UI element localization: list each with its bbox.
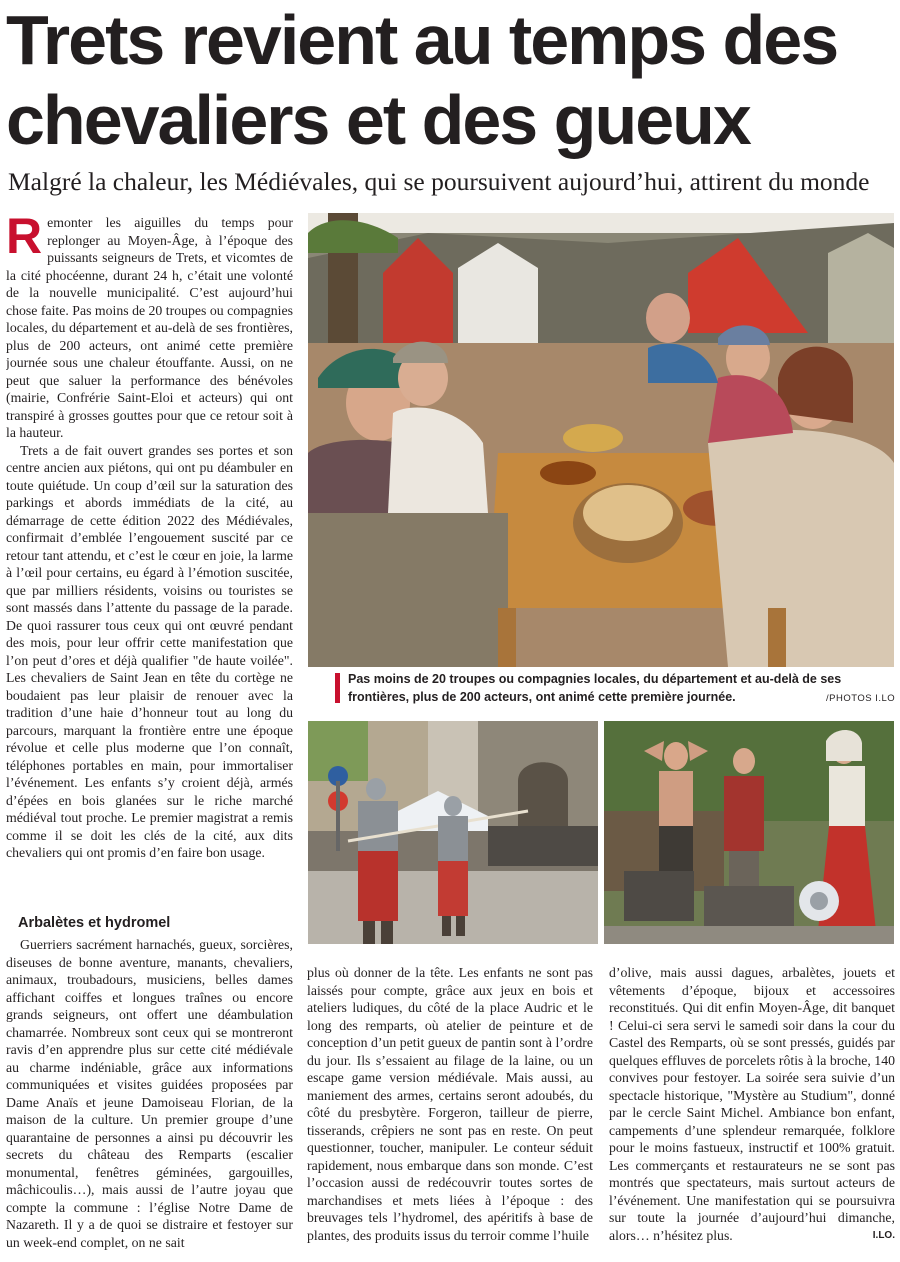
article-column-1 <box>6 214 293 912</box>
photo-blacksmith-workshop <box>604 721 894 944</box>
headline: Trets revient au temps des chevaliers et des gueux <box>6 1 838 159</box>
article-column-1-lower <box>6 936 293 1262</box>
photo-credit: /PHOTOS I.LO <box>826 693 896 704</box>
paragraph-3-part-3 <box>609 964 895 1244</box>
subheadline: Malgré la chaleur, les Médiévales, qui se poursuivent aujourd’hui, attirent du monde <box>8 167 870 196</box>
paragraph-3-part-2: plus où donner de la tête. Les enfants ne sont pas laissés pour compte, grâce aux jeux en bois et ateliers ludiques, du côté de la place Audric et le long des remparts, où atelier de peinture et de conception d’un petit gueux de pantin sont à l’ordre du jour. Ils s’essaient au filage de la laine, ou un escape game version médiévale. Mais aussi, au maniement des armes, certains seront adoubés, du côté du presbytère. Forgeron, tailleur de pierre, tisserands, crêpiers ne sont pas en reste. On peut questionner, toucher, manipuler. Le conteur séduit rapidement, nous embarque dans son monde. C’est l’occasion aussi de redécouvrir toutes sortes de marchandises et mets liées à l’époque : des breuvages tels l’hydromel, des apéritifs à base de plantes, des produits issus du terroir comme l’huile <box>307 965 593 1243</box>
photo-knights-parade <box>308 721 598 944</box>
photo-caption: Pas moins de 20 troupes ou compagnies locales, du département et au-delà de ses frontières, plus de 200 acteurs, ont animé cette première journée. <box>348 672 842 704</box>
photo-banquet <box>308 213 894 667</box>
paragraph-3-part-1: Guerriers sacrément harnachés, gueux, sorcières, diseuses de bonne aventure, manants, chevaliers, animaux, troubadours, musiciens, belles dames affichant coiffes et longues traînes ou encore grands seigneurs, ont offert une déambulation chamarrée. Nombreux sont ceux qui se montreront ravis d’en apprendre plus sur cette cité médiévale au charme indéniable, grâce aux informations communiquées et visites guidées proposées par Dame Anaïs et jeune Damoiseau Florian, de la maison de la culture. Un premier groupe d’une quarantaine de personnes a ainsi pu découvrir les secrets du château des Remparts (escalier monumental, fenêtres géminées, gargouilles, mâchicoulis…), mais aussi de l’autre joyau que compte la commune : l’église Notre Dame de Nazareth. Il y a de quoi se distraire et festoyer sur un week-end complet, on ne sait <box>6 937 293 1250</box>
caption-accent-bar <box>335 673 340 703</box>
lead-paragraph: emonter les aiguilles du temps pour replonger au Moyen-Âge, à l’époque des puissants seigneurs de Trets, et vicomtes de la cité phocéenne, durant 24 h, c’était une volonté de la nouvelle municipalité. C’est aujourd’hui chose faite. Pas moins de 20 troupes ou compagnies locales, du département et au-delà de ses frontières, plus de 200 acteurs, ont animé cette première journée sous une chaleur étouffante. Aussi, on ne peut que saluer la performance des bénévoles (mairie, Confrérie Saint-Eloi et acteurs) qui ont transpiré à grosses gouttes pour que ce retour soit à la hauteur. <box>6 215 293 440</box>
section-subtitle: Arbalètes et hydromel <box>18 915 171 931</box>
paragraph-3-part-3-text: d’olive, mais aussi dagues, arbalètes, jouets et vêtements d’époque, bijoux et accessoires reconstitués. Qui dit enfin Moyen-Âge, dit banquet ! Celui-ci sera servi le samedi soir dans la cour du Castel des Remparts, où se sont pressés, guidés par quelques effluves de porcelets rôtis à la broche, 140 convives pour festoyer. La soirée sera suivie d’un spectacle historique, "Mystère au Studium", donné par le cercle Saint Michel. Ambiance bon enfant, campements d’une splendeur remarquée, folklore pour le moins fastueux, instructif et 100% gratuit. Les commerçants et restaurateurs ne se sont pas montrés que spectateurs, mais surtout acteurs de l’événement. Une manifestation qui se poursuivra sur toute la journée d’aujourd’hui dimanche, alors… n’hésitez plus. <box>609 965 895 1243</box>
paragraph-2: Trets a de fait ouvert grandes ses portes et son centre ancien aux piétons, qui ont pu déambuler en toute quiétude. Un coup d’œil sur la saturation des parkings et abords immédiats de la cité, au démarrage de cette édition 2022 des Médiévales, confirmait d’emblée l’engouement suscité par ce retour tant attendu, et c’est le cœur en joie, la larme à l’œil pour certains, eu égard à l’émotion suscitée, que par milliers résidents, voisins ou touristes se sont massés dans l’attente du passage de la parade. De quoi rassurer tous ceux qui ont œuvré pendant des mois, pour leur offrir cette manifestation que l’on peut d’ores et déjà qualifier "de haute voilée". Les chevaliers de Saint Jean en tête du cortège ne boudaient pas leur plaisir de renouer avec la tradition d’une haie d’honneur tout au long du parcours, marquant la frontière entre une époque révolue et celle plus moderne que l’on connaît, téléphones portables en main, pour immortaliser l’événement. Les enfants s’y croient déjà, armés d’épées en bois glanées sur le riche marché médiéval tout proche. Le premier magistrat a remis comme il se doit les clés de la cité, aux dits chevaliers qui ont promis d’en faire bon usage. <box>6 442 293 860</box>
author-signature: I.LO. <box>872 1229 895 1241</box>
drop-cap: R <box>6 214 43 264</box>
article-column-3 <box>609 964 895 1262</box>
article-column-2 <box>307 964 593 1262</box>
